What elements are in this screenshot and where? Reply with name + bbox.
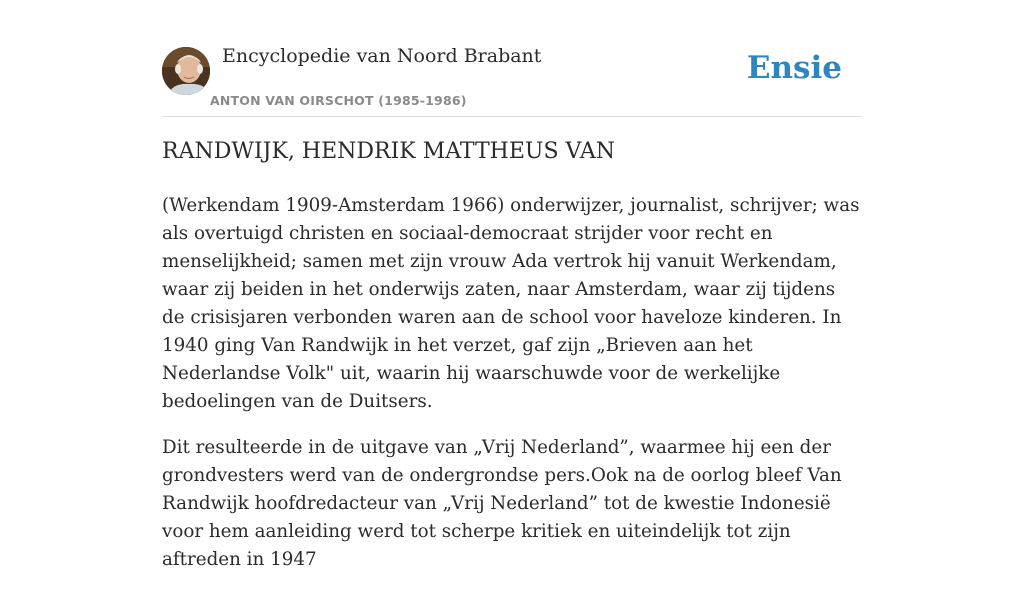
article-header	[162, 0, 862, 117]
article-paragraph: Dit resulteerde in de uitgave van „Vrij Nederland”, waarmee hij een der grondvesters werd van de ondergrondse pers.Ook na de oorlog bleef Van Randwijk hoofdredacteur van „Vrij Nederland” tot de kwestie Indonesië voor hem aanleiding werd tot scherpe kritiek en uiteindelijk tot zijn aftreden in 1947	[162, 437, 842, 570]
source-title[interactable]: Encyclopedie van Noord Brabant	[222, 45, 542, 67]
ensie-logo[interactable]: Ensie	[746, 50, 842, 86]
article-body	[162, 192, 862, 592]
author-avatar[interactable]	[162, 47, 210, 95]
author-name[interactable]: ANTON VAN OIRSCHOT (1985-1986)	[210, 93, 467, 108]
author-portrait-icon	[162, 47, 210, 95]
article-title: RANDWIJK, HENDRIK MATTHEUS VAN	[162, 139, 616, 164]
article-page	[162, 0, 862, 570]
article-paragraph: (Werkendam 1909-Amsterdam 1966) onderwijzer, journalist, schrijver; was als overtuigd christen en sociaal-democraat strijder voor recht en menselijkheid; samen met zijn vrouw Ada vertrok hij vanuit Werkendam, waar zij beiden in het onderwijs zaten, naar Amsterdam, waar zij tijdens de crisisjaren verbonden waren aan de school voor haveloze kinderen. In 1940 ging Van Randwijk in het verzet, gaf zijn „Brieven aan het Nederlandse Volk" uit, waarin hij waarschuwde voor de werkelijke bedoelingen van de Duitsers.	[162, 195, 860, 412]
